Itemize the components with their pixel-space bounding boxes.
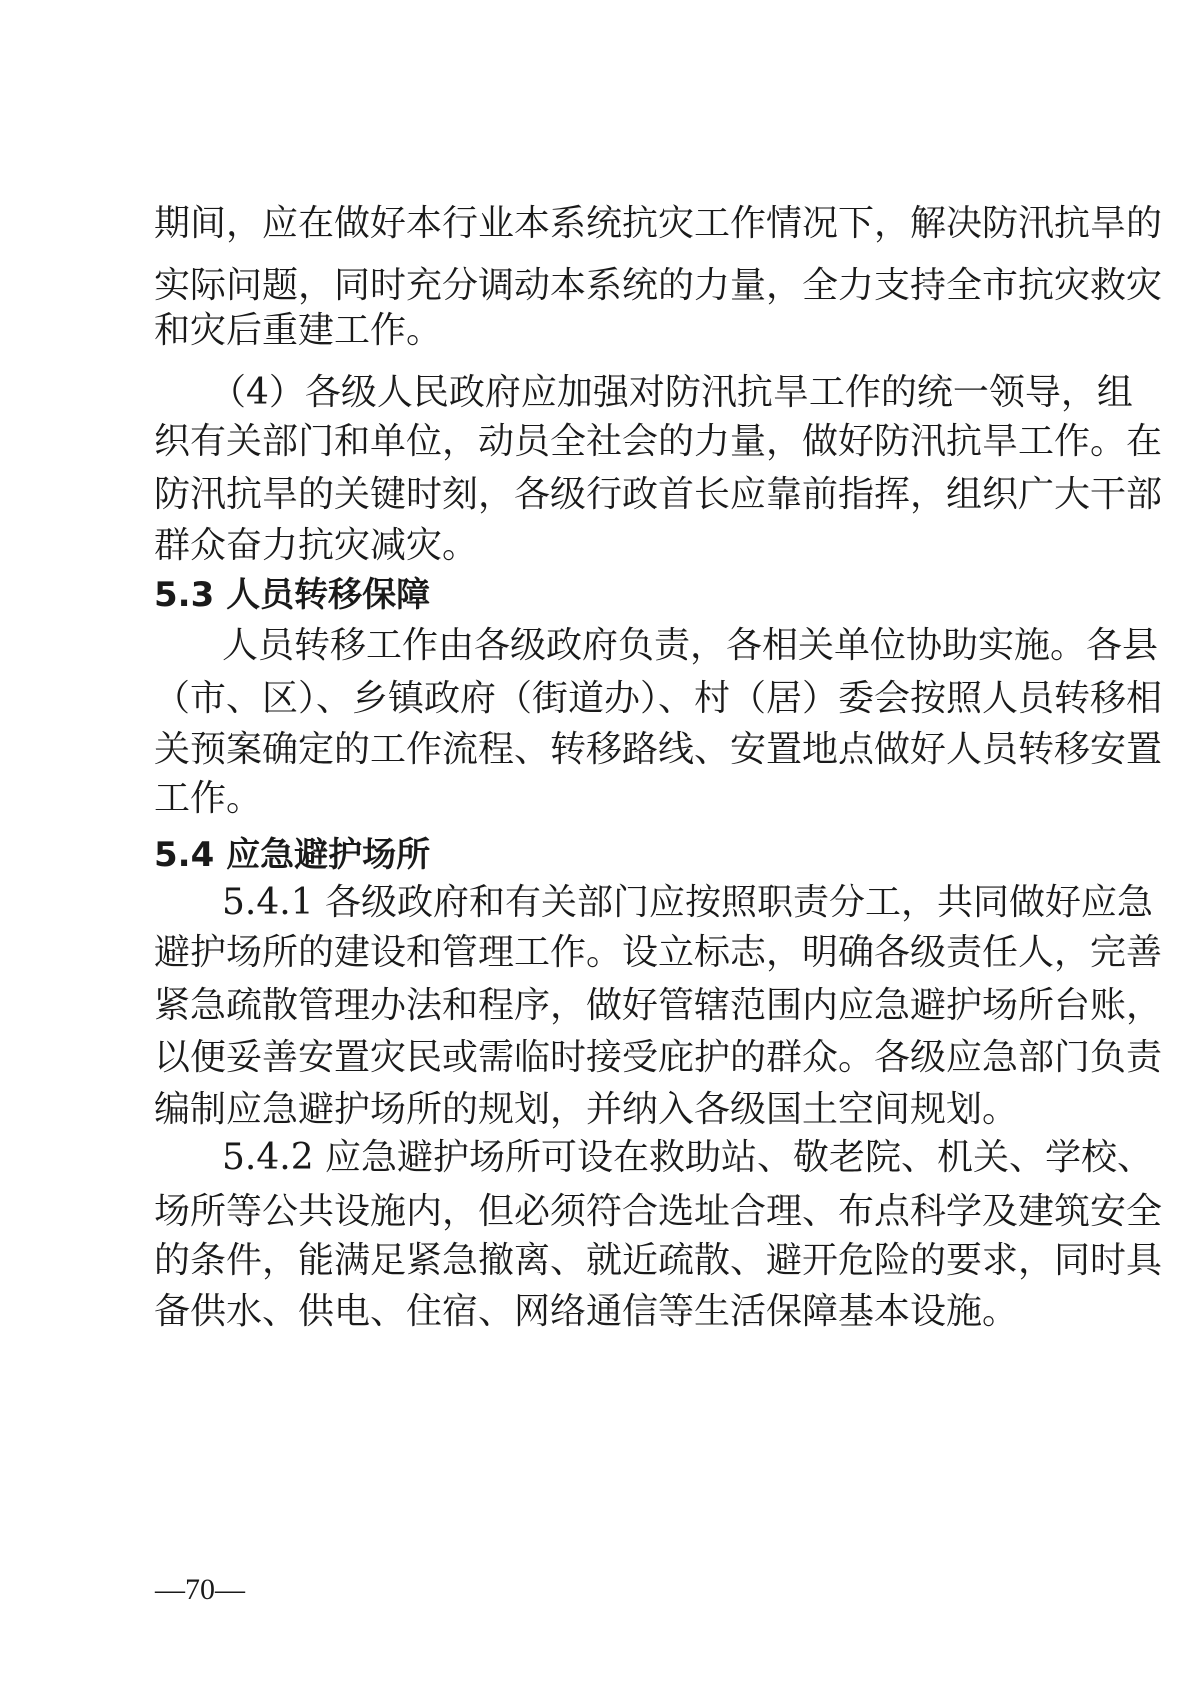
- paragraph-line: 以便妥善安置灾民或需临时接受庇护的群众。各级应急部门负责: [154, 1037, 1163, 1078]
- paragraph-line: 群众奋力抗灾减灾。: [154, 525, 479, 566]
- paragraph-line: 5.4.1 各级政府和有关部门应按照职责分工，共同做好应急: [222, 882, 1154, 923]
- paragraph-line: 关预案确定的工作流程、转移路线、安置地点做好人员转移安置: [154, 729, 1163, 770]
- paragraph-line: 人员转移工作由各级政府负责，各相关单位协助实施。各县: [222, 625, 1159, 666]
- paragraph-line: 防汛抗旱的关键时刻，各级行政首长应靠前指挥，组织广大干部: [154, 474, 1163, 515]
- paragraph-line: 实际问题，同时充分调动本系统的力量，全力支持全市抗灾救灾: [154, 265, 1163, 306]
- paragraph-line: 的条件，能满足紧急撤离、就近疏散、避开危险的要求，同时具: [154, 1240, 1163, 1281]
- paragraph-line: 工作。: [154, 778, 263, 819]
- paragraph-line: 5.4.2 应急避护场所可设在救助站、敬老院、机关、学校、: [222, 1137, 1154, 1178]
- paragraph-line: 紧急疏散管理办法和程序，做好管辖范围内应急避护场所台账，: [154, 985, 1163, 1026]
- paragraph-line: 编制应急避护场所的规划，并纳入各级国土空间规划。: [154, 1089, 1019, 1130]
- paragraph-line: 期间，应在做好本行业本系统抗灾工作情况下，解决防汛抗旱的: [154, 203, 1163, 244]
- paragraph-line: 备供水、供电、住宿、网络通信等生活保障基本设施。: [154, 1291, 1019, 1332]
- section-heading: 5.3 人员转移保障: [154, 575, 431, 615]
- section-heading: 5.4 应急避护场所: [154, 835, 431, 875]
- paragraph-line: 场所等公共设施内，但必须符合选址合理、布点科学及建筑安全: [154, 1191, 1163, 1232]
- paragraph-line: 和灾后重建工作。: [154, 310, 443, 351]
- paragraph-line: （市、区）、乡镇政府（街道办）、村（居）委会按照人员转移相: [154, 678, 1163, 719]
- paragraph-line: 织有关部门和单位，动员全社会的力量，做好防汛抗旱工作。在: [154, 421, 1163, 462]
- paragraph-line: 避护场所的建设和管理工作。设立标志，明确各级责任人，完善: [154, 932, 1163, 973]
- paragraph-line: （4）各级人民政府应加强对防汛抗旱工作的统一领导，组: [210, 372, 1133, 413]
- page-number: —70—: [155, 1573, 245, 1606]
